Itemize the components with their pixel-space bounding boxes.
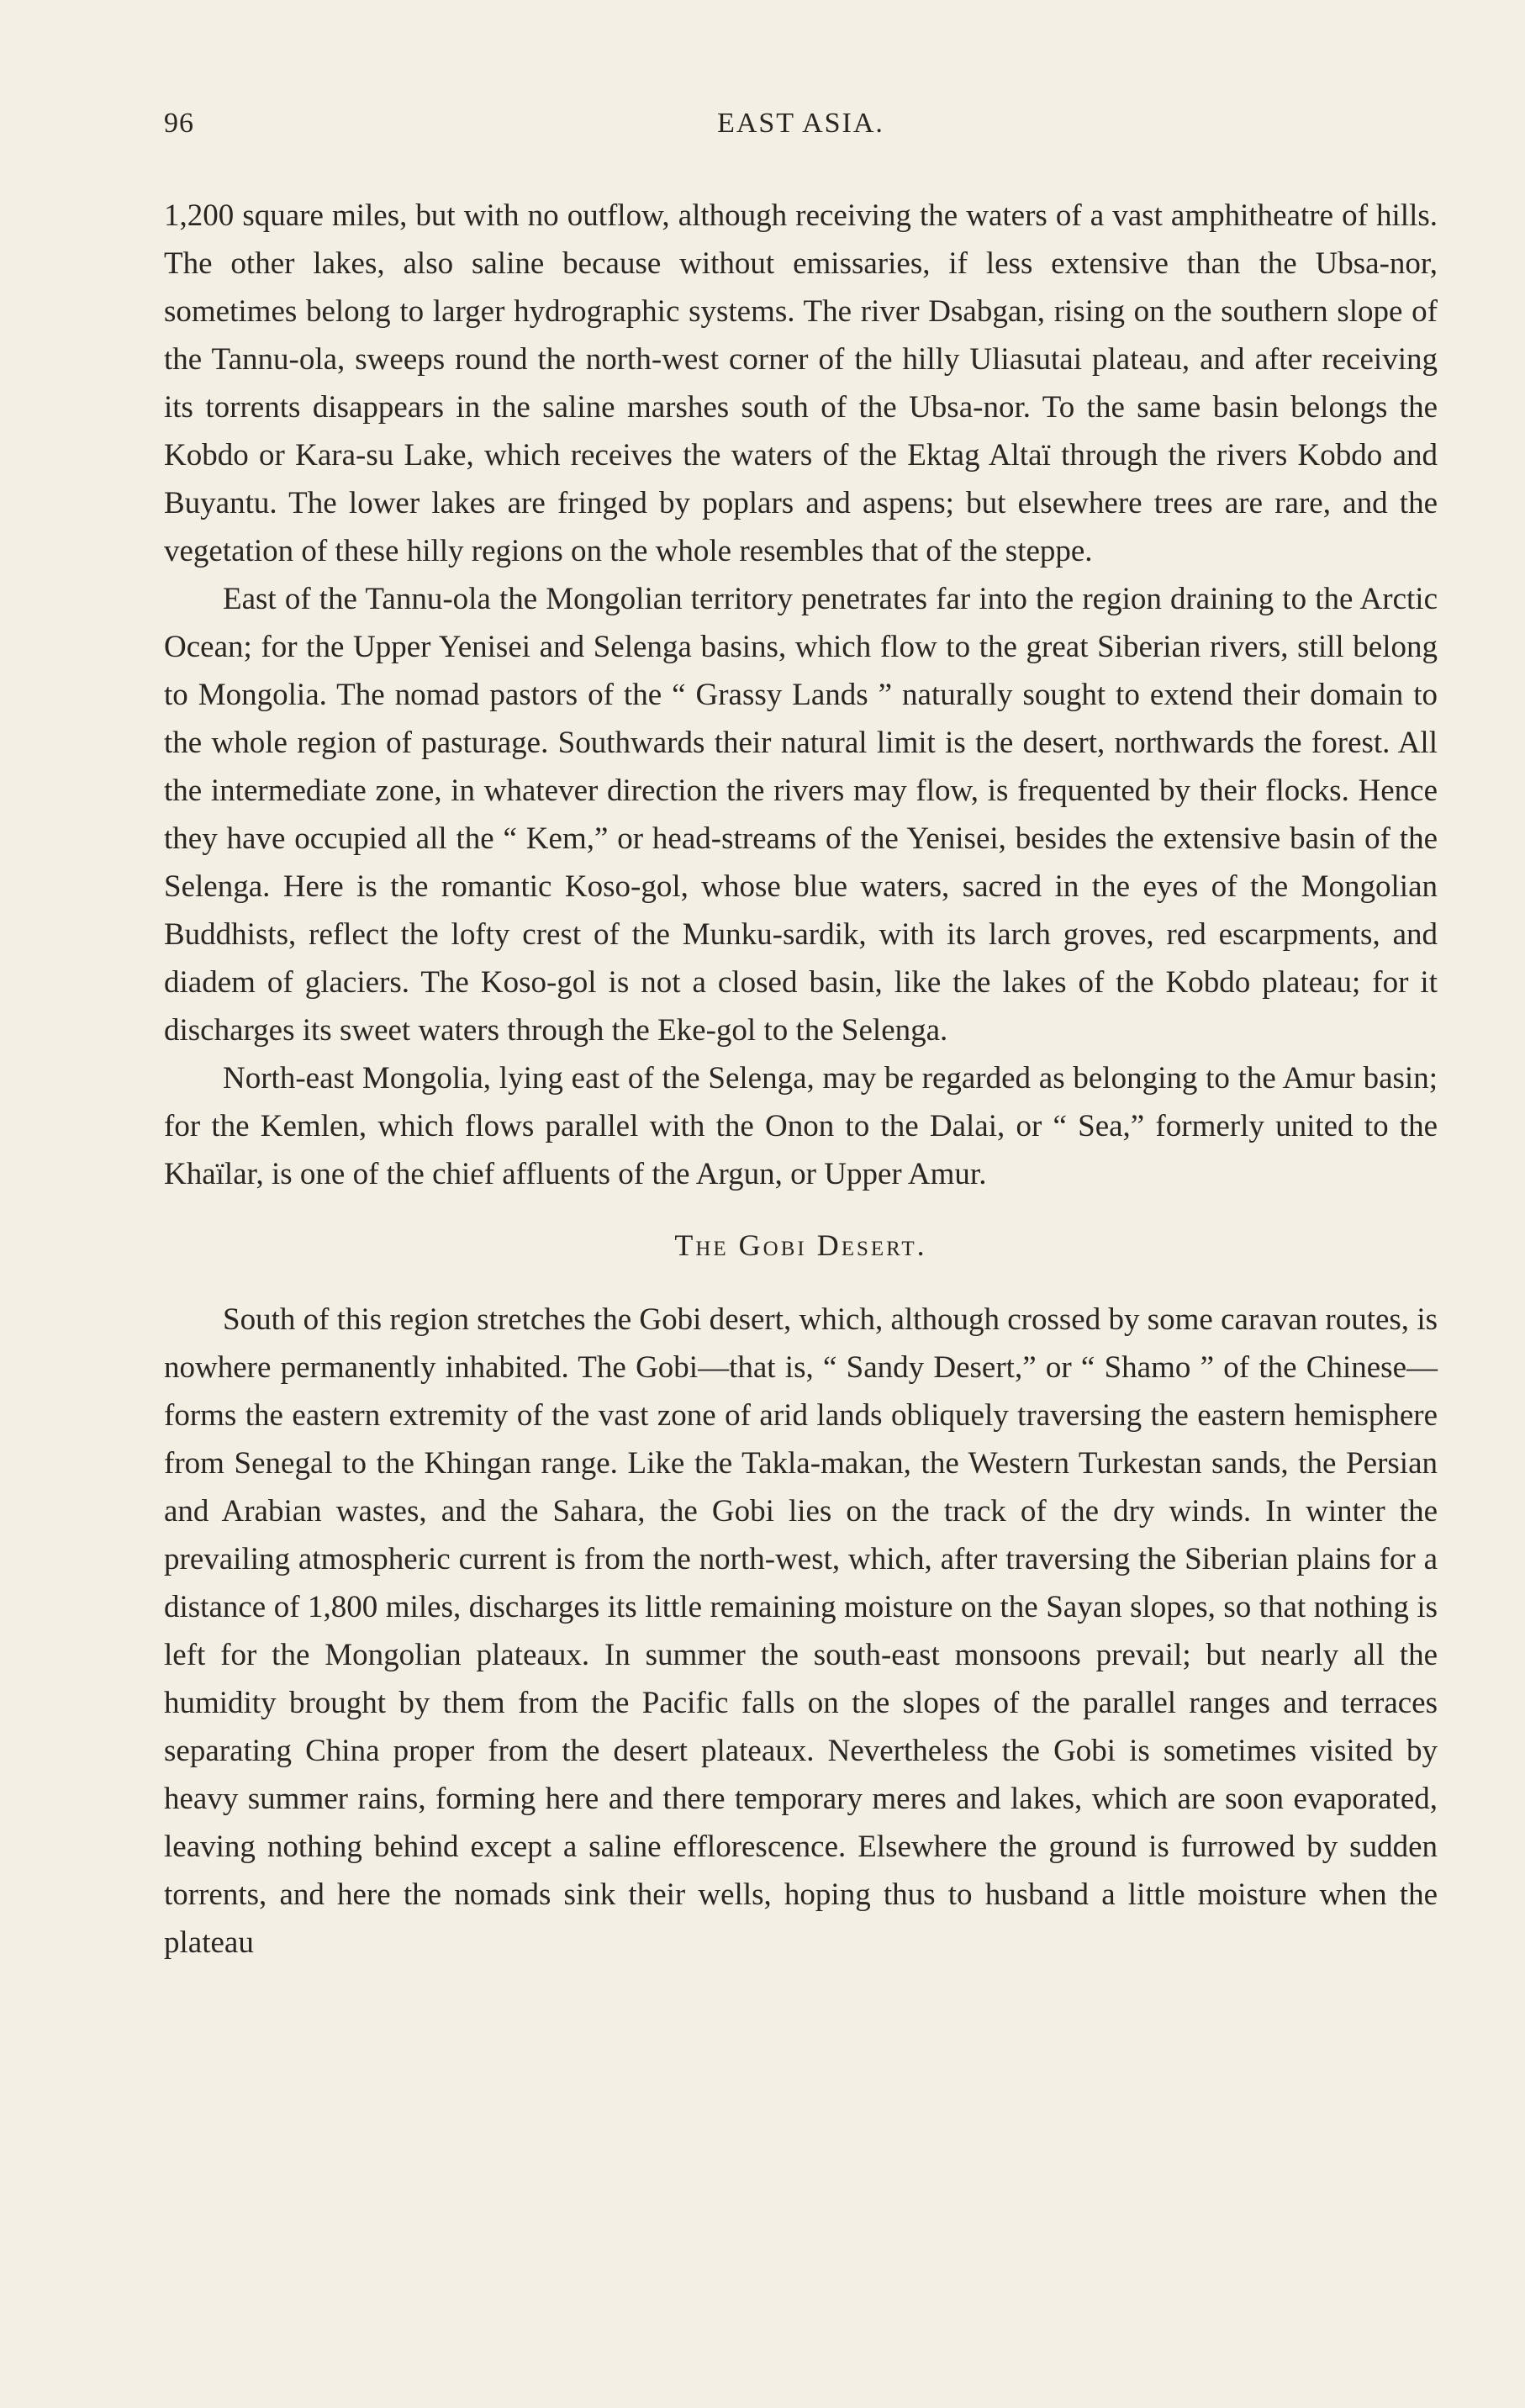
- paragraph: East of the Tannu-ola the Mongolian territory penetrates far into the region draining to the Arctic Ocean; for the Upper Yenisei and Selenga basins, which flow to the great Siberian rivers, still belong to Mongolia. The nomad pastors of the “ Grassy Lands ” naturally sought to extend their domain to the whole region of pasturage. Southwards their natural limit is the desert, northwards the forest. All the intermediate zone, in whatever direction the rivers may flow, is frequented by their flocks. Hence they have occupied all the “ Kem,” or head-streams of the Yenisei, besides the extensive basin of the Selenga. Here is the romantic Koso-gol, whose blue waters, sacred in the eyes of the Mongolian Buddhists, reflect the lofty crest of the Munku-sardik, with its larch groves, red escarpments, and diadem of glaciers. The Koso-gol is not a closed basin, like the lakes of the Kobdo plateau; for it discharges its sweet waters through the Eke-gol to the Selenga.: [164, 582, 1438, 1048]
- section-heading: The Gobi Desert.: [674, 1228, 927, 1262]
- page-number: 96: [164, 108, 194, 139]
- body-text: [164, 192, 1438, 1967]
- running-title: EAST ASIA.: [717, 108, 884, 139]
- paragraph-continued: 1,200 square miles, but with no outflow, although receiving the waters of a vast amphitheatre of hills. The other lakes, also saline because without emissaries, if less extensive than the Ubsa-nor, sometimes belong to larger hydrographic systems. The river Dsabgan, rising on the southern slope of the Tannu-ola, sweeps round the north-west corner of the hilly Uliasutai plateau, and after receiving its torrents disappears in the saline marshes south of the Ubsa-nor. To the same basin belongs the Kobdo or Kara-su Lake, which receives the waters of the Ektag Altaï through the rivers Kobdo and Buyantu. The lower lakes are fringed by poplars and aspens; but elsewhere trees are rare, and the vegetation of these hilly regions on the whole resembles that of the steppe.: [164, 198, 1438, 568]
- running-head: [164, 108, 1438, 150]
- paragraph: North-east Mongolia, lying east of the Selenga, may be regarded as belonging to the Amur basin; for the Kemlen, which flows parallel with the Onon to the Dalai, or “ Sea,” formerly united to the Khaïlar, is one of the chief affluents of the Argun, or Upper Amur.: [164, 1061, 1438, 1191]
- paragraph: South of this region stretches the Gobi desert, which, although crossed by some caravan routes, is nowhere permanently inhabited. The Gobi—that is, “ Sandy Desert,” or “ Shamo ” of the Chinese—forms the eastern extremity of the vast zone of arid lands obliquely traversing the eastern hemisphere from Senegal to the Khingan range. Like the Takla-makan, the Western Turkestan sands, the Persian and Arabian wastes, and the Sahara, the Gobi lies on the track of the dry winds. In winter the prevailing atmospheric current is from the north-west, which, after traversing the Siberian plains for a distance of 1,800 miles, discharges its little remaining moisture on the Sayan slopes, so that nothing is left for the Mongolian plateaux. In summer the south-east monsoons prevail; but nearly all the humidity brought by them from the Pacific falls on the slopes of the parallel ranges and terraces separating China proper from the desert plateaux. Nevertheless the Gobi is sometimes visited by heavy summer rains, forming here and there temporary meres and lakes, which are soon evaporated, leaving nothing behind except a saline efflorescence. Elsewhere the ground is furrowed by sudden torrents, and here the nomads sink their wells, hoping thus to husband a little moisture when the plateau: [164, 1302, 1438, 1960]
